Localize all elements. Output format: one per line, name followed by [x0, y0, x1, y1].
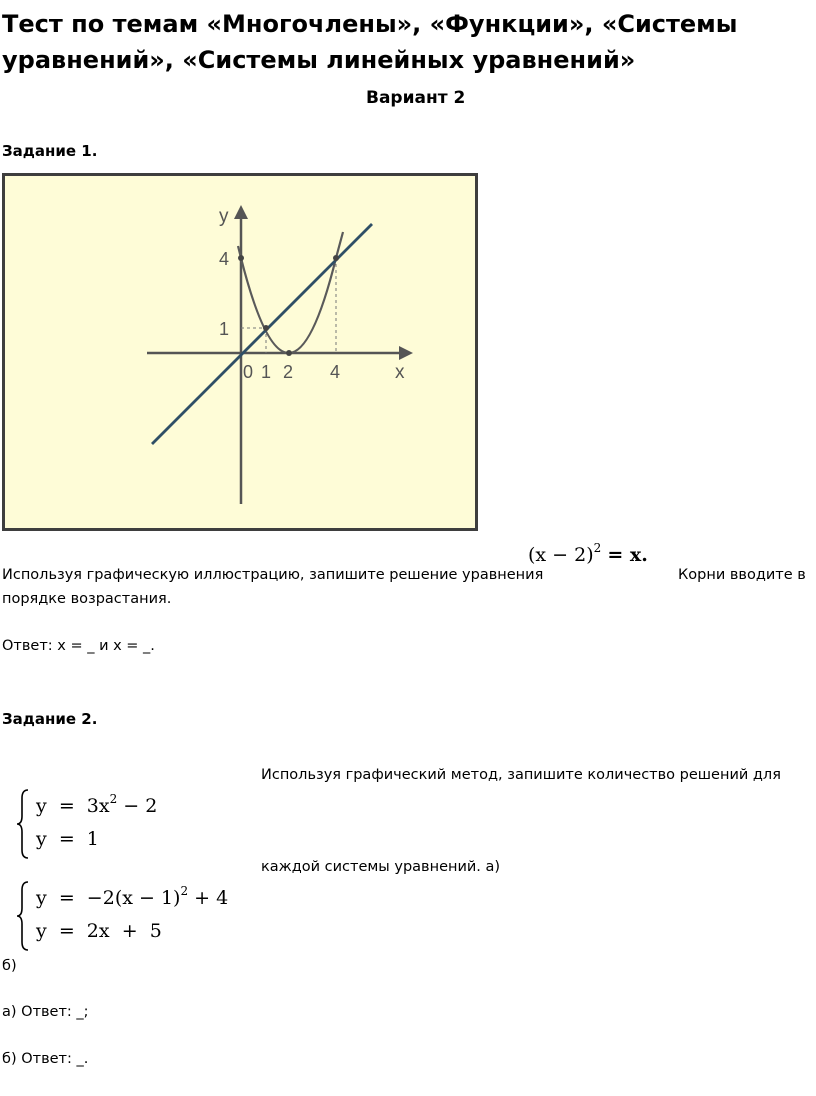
y-tick-4: 4 [219, 249, 230, 269]
system-b-eq1-lhs: y = −2(x − 1) [36, 887, 181, 909]
x-tick-2: 2 [283, 362, 294, 382]
system-b-brace [16, 880, 30, 952]
task1-equation [528, 541, 648, 566]
system-b-eq1-exp: 2 [180, 884, 189, 898]
equation-base: (x − 2) [528, 544, 594, 566]
system-a-eq1-lhs: y = 3x [36, 795, 110, 817]
line-y-equals-x [152, 224, 372, 444]
task2-answer-b: б) Ответ: _. [2, 1051, 89, 1067]
system-a-eq1-exp: 2 [109, 792, 118, 806]
variant-label: Вариант 2 [366, 88, 466, 108]
x-tick-0: 0 [243, 362, 254, 382]
x-tick-1: 1 [261, 362, 272, 382]
equation-exponent: 2 [593, 541, 602, 555]
system-b-eq2: y = 2x + 5 [36, 920, 162, 942]
system-b-eq1 [36, 884, 228, 909]
x-axis-arrow [399, 346, 413, 360]
task1-text-line2: порядке возрастания. [2, 591, 172, 607]
task2-label-b: б) [2, 958, 17, 974]
x-tick-4: 4 [330, 362, 341, 382]
system-b [6, 876, 286, 956]
point-2-0 [286, 350, 292, 356]
task1-text-after: Корни вводите в [678, 567, 806, 583]
graph-svg [5, 176, 475, 528]
system-a-eq2: y = 1 [36, 828, 99, 850]
system-b-eq1-rhs: + 4 [188, 887, 229, 909]
system-a [6, 784, 266, 864]
task2-instruction-1: Используя графический метод, запишите количество решений для [261, 767, 781, 783]
point-1-1 [263, 325, 269, 331]
y-axis-arrow [234, 205, 248, 219]
system-a-eq1 [36, 792, 157, 817]
parabola [241, 258, 336, 353]
x-axis-label: x [395, 362, 405, 383]
task2-heading: Задание 2. [2, 710, 98, 728]
task1-graph [2, 173, 478, 531]
task1-answer: Ответ: x = _ и x = _. [2, 638, 155, 654]
page-title: Тест по темам «Многочлены», «Функции», «Системы уравнений», «Системы линейных уравнений» [2, 10, 738, 74]
point-0-4 [238, 255, 244, 261]
task2-instruction-2: каждой системы уравнений. а) [261, 859, 501, 875]
y-tick-1: 1 [219, 319, 230, 339]
task1-heading: Задание 1. [2, 142, 98, 160]
system-a-brace [16, 788, 30, 860]
equation-rhs: = x. [607, 544, 648, 566]
task2-answer-a: а) Ответ: _; [2, 1004, 89, 1020]
y-axis-label: y [219, 206, 229, 227]
point-4-4 [333, 255, 339, 261]
task1-text-before: Используя графическую иллюстрацию, запишите решение уравнения [2, 567, 544, 583]
system-a-eq1-rhs: − 2 [117, 795, 158, 817]
